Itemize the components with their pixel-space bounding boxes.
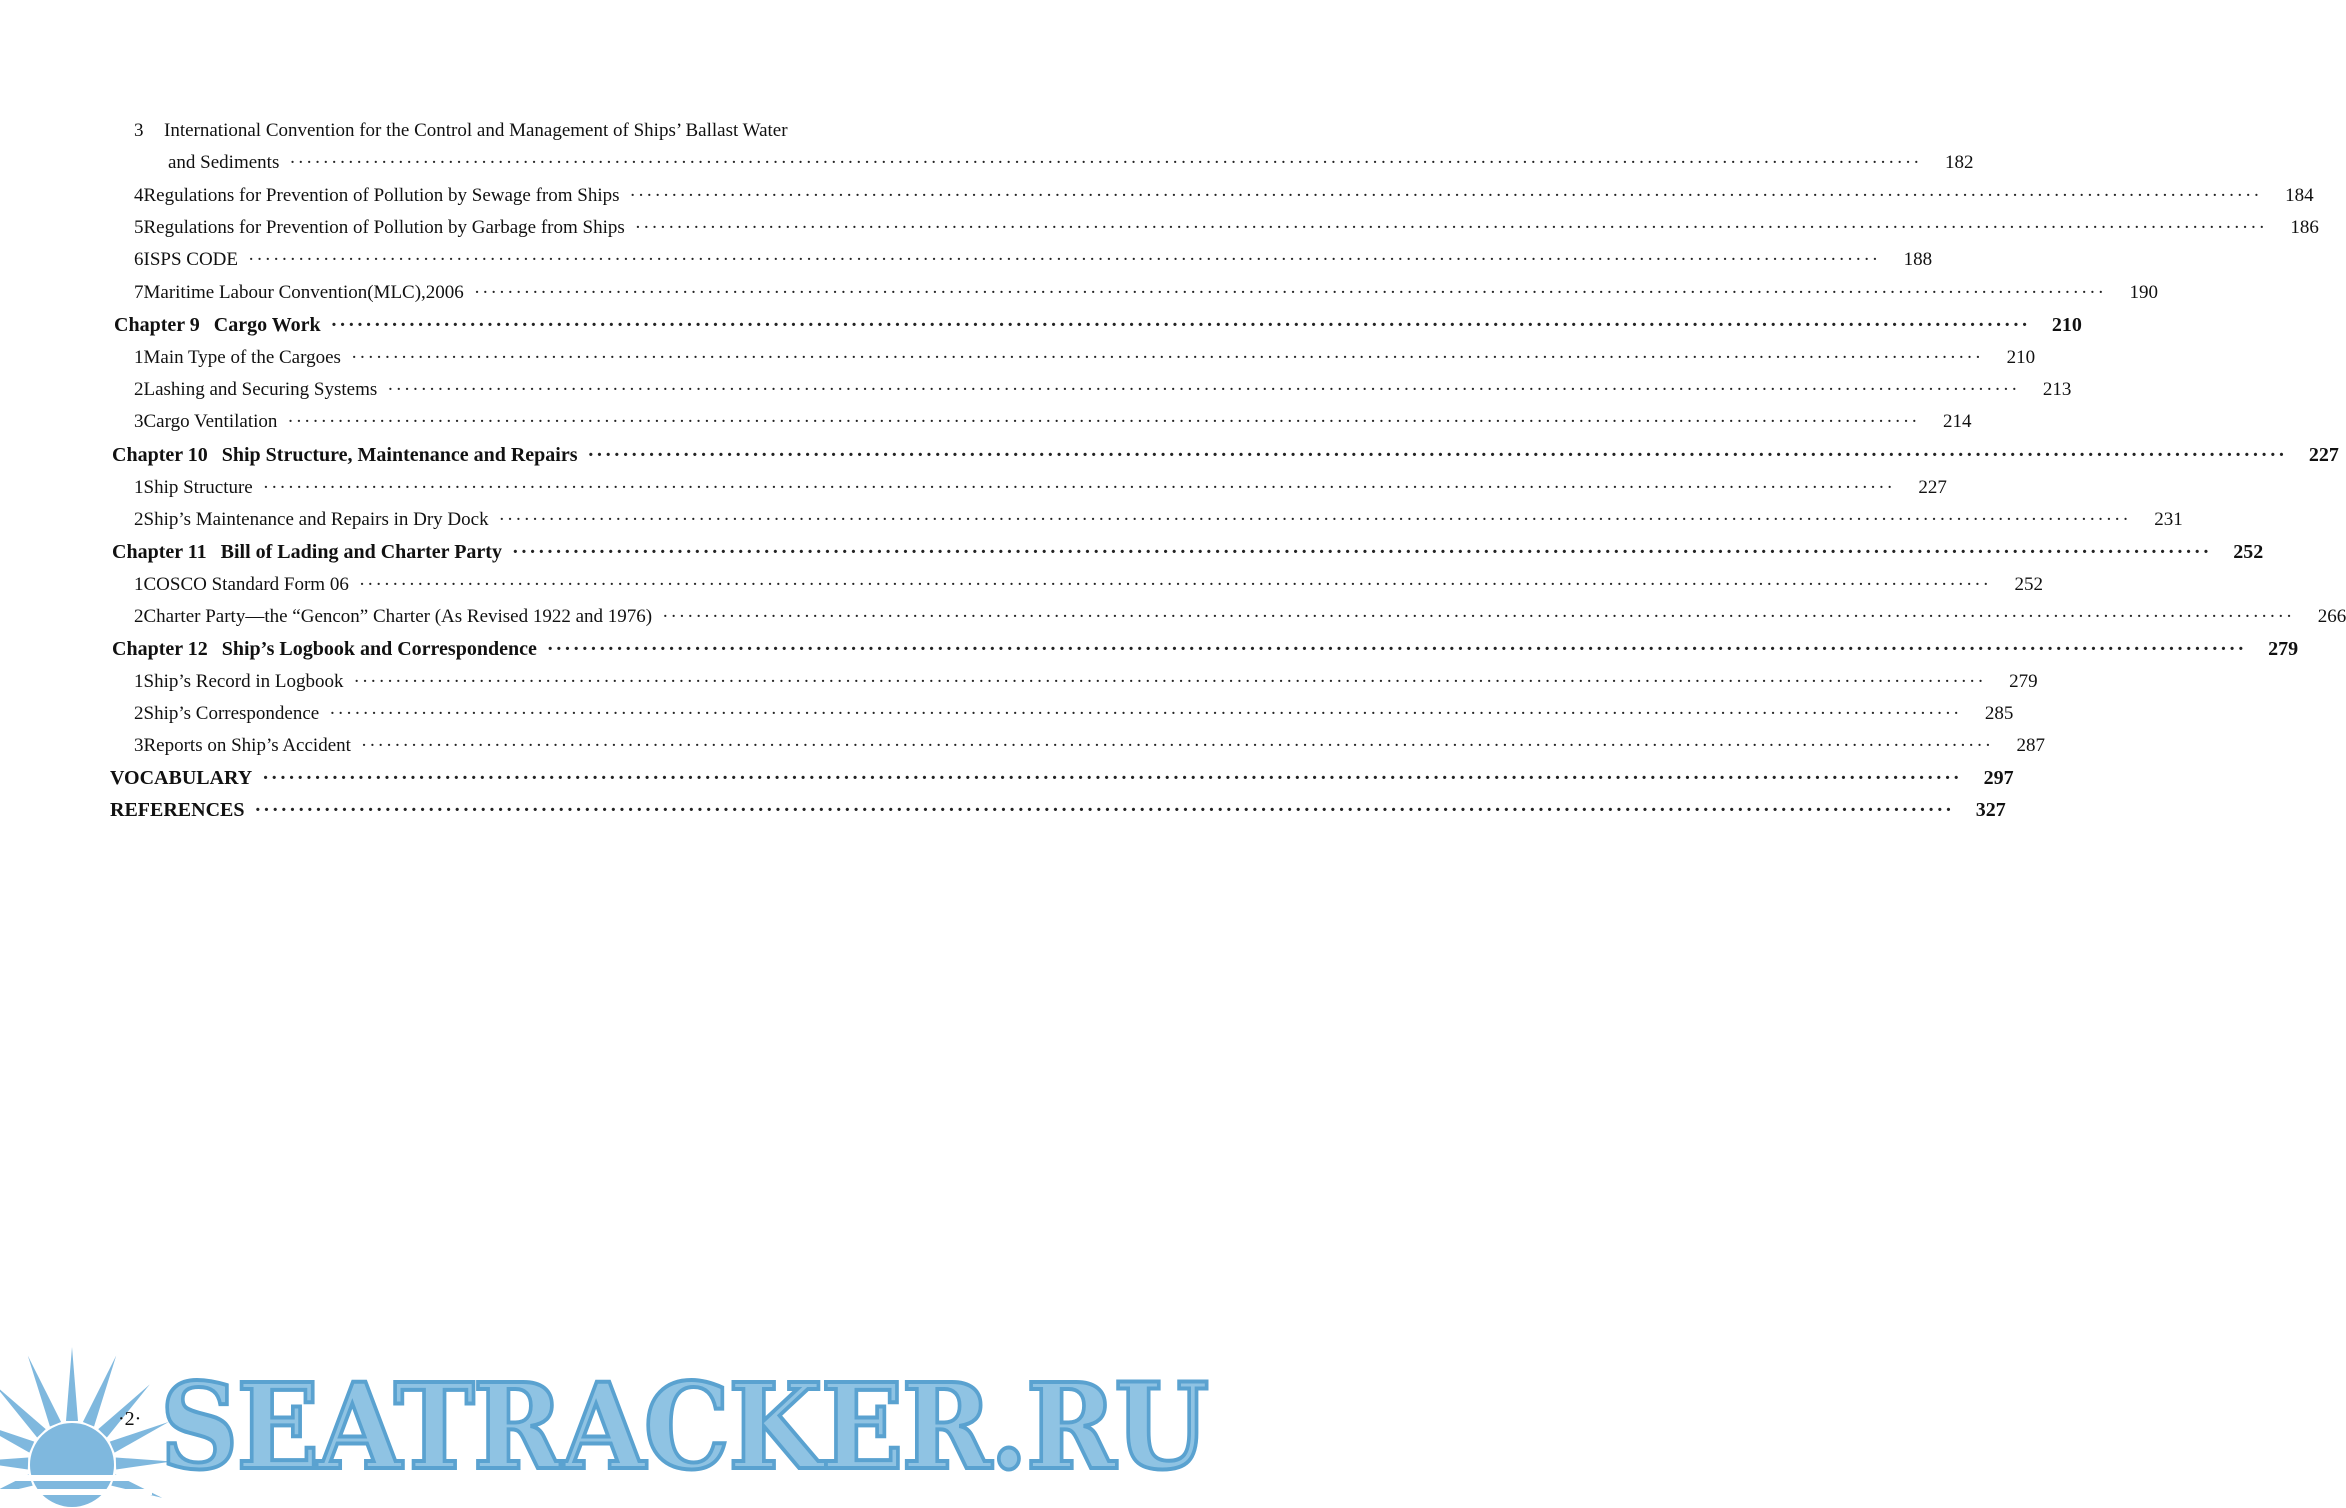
entry-number: 1 <box>134 671 144 692</box>
dot-leader <box>588 443 2287 467</box>
entry-number: 5 <box>134 217 144 238</box>
chapter-title: Ship’s Logbook and Correspondence <box>221 638 537 660</box>
dot-leader <box>630 184 2262 208</box>
entry-number: 7 <box>134 282 144 303</box>
dot-leader <box>351 346 1983 370</box>
entry-number: 2 <box>134 379 144 400</box>
toc-entry-mlc[interactable] <box>134 281 2158 305</box>
entry-page: 285 <box>1984 703 2014 724</box>
entry-page: 182 <box>1944 152 1974 173</box>
entry-page: 327 <box>1975 799 2006 821</box>
entry-title: Cargo Ventilation <box>143 411 278 432</box>
entry-number: 4 <box>134 185 144 206</box>
entry-page: 287 <box>2016 735 2046 756</box>
toc-entry-dry-dock[interactable] <box>134 508 2183 532</box>
entry-number: 6 <box>134 249 144 270</box>
toc-entry-isps[interactable] <box>134 248 1933 272</box>
entry-page: 231 <box>2154 509 2183 530</box>
entry-page: 188 <box>1903 249 1933 270</box>
entry-title: International Convention for the Control and Management of Ships’ Ballast Water <box>164 120 788 141</box>
entry-number: 1 <box>134 477 144 498</box>
entry-title: Lashing and Securing Systems <box>143 379 378 400</box>
entry-page: 279 <box>2268 638 2299 660</box>
dot-leader <box>331 313 2030 337</box>
toc-entry-cargo-types[interactable] <box>134 346 2036 370</box>
entry-page: 297 <box>1983 767 2014 789</box>
chapter-title: Cargo Work <box>213 314 321 336</box>
dot-leader <box>662 605 2294 629</box>
entry-page: 227 <box>1918 477 1947 498</box>
entry-title: Main Type of the Cargoes <box>143 347 341 368</box>
chapter-number: Chapter 12 <box>112 638 208 660</box>
dot-leader <box>547 637 2246 661</box>
section-title: REFERENCES <box>110 799 245 821</box>
entry-number: 2 <box>134 606 144 627</box>
dot-leader <box>635 216 2267 240</box>
entry-page: 266 <box>2317 606 2346 627</box>
toc-entry-accident-reports[interactable] <box>134 734 2046 758</box>
entry-page: 190 <box>2129 282 2158 303</box>
entry-number: 3 <box>134 735 144 756</box>
entry-title: Regulations for Prevention of Pollution by Garbage from Ships <box>143 217 625 238</box>
toc-entry-ballast-water[interactable] <box>134 119 934 143</box>
chapter-number: Chapter 11 <box>112 541 207 563</box>
entry-page: 214 <box>1943 411 1972 432</box>
toc-references[interactable] <box>110 798 2006 822</box>
entry-number: 3 <box>134 411 144 432</box>
toc-entry-ventilation[interactable] <box>134 410 1972 434</box>
sun-icon <box>0 1347 172 1507</box>
toc-entry-cosco-form[interactable] <box>134 573 2043 597</box>
entry-page: 252 <box>2014 574 2043 595</box>
dot-leader <box>361 734 1993 758</box>
entry-page: 210 <box>2006 347 2036 368</box>
toc-chapter-10[interactable] <box>112 443 2339 467</box>
chapter-title: Bill of Lading and Charter Party <box>220 541 502 563</box>
dot-leader <box>474 281 2106 305</box>
dot-leader <box>387 378 2019 402</box>
entry-title: Charter Party—the “Gencon” Charter (As Revised 1922 and 1976) <box>143 606 653 627</box>
entry-page: 210 <box>2051 314 2082 336</box>
toc-entry-logbook[interactable] <box>134 670 2038 694</box>
toc-entry-lashing[interactable] <box>134 378 2072 402</box>
dot-leader <box>354 670 1986 694</box>
dot-leader <box>329 702 1961 726</box>
entry-number: 3 <box>134 120 144 141</box>
entry-title: and Sediments <box>168 152 280 173</box>
entry-title: Regulations for Prevention of Pollution by Sewage from Ships <box>143 185 620 206</box>
chapter-title: Ship Structure, Maintenance and Repairs <box>221 444 578 466</box>
entry-page: 279 <box>2009 671 2038 692</box>
toc-entry-ballast-water-cont[interactable] <box>168 151 1974 175</box>
toc-entry-garbage[interactable] <box>134 216 2319 240</box>
dot-leader <box>254 798 1953 822</box>
entry-title: Ship’s Maintenance and Repairs in Dry Dock <box>143 509 489 530</box>
entry-title: Maritime Labour Convention(MLC),2006 <box>143 282 464 303</box>
toc-entry-gencon[interactable] <box>134 605 2346 629</box>
entry-title: COSCO Standard Form 06 <box>143 574 349 595</box>
chapter-number: Chapter 10 <box>112 444 208 466</box>
dot-leader <box>359 573 1991 597</box>
dot-leader <box>263 476 1895 500</box>
chapter-number: Chapter 9 <box>114 314 200 336</box>
entry-number: 2 <box>134 703 144 724</box>
section-title: VOCABULARY <box>110 767 253 789</box>
watermark-text: SEATRACKER.RU <box>160 1357 1208 1496</box>
dot-leader <box>287 410 1919 434</box>
toc-chapter-12[interactable] <box>112 637 2299 661</box>
dot-leader <box>512 540 2211 564</box>
entry-page: 227 <box>2308 444 2339 466</box>
entry-title: Ship’s Correspondence <box>143 703 320 724</box>
entry-title: Reports on Ship’s Accident <box>143 735 351 756</box>
entry-page: 184 <box>2285 185 2314 206</box>
entry-page: 213 <box>2042 379 2072 400</box>
entry-title: Ship’s Record in Logbook <box>143 671 344 692</box>
entry-title: Ship Structure <box>143 477 253 498</box>
entry-number: 1 <box>134 347 144 368</box>
toc-entry-ship-structure[interactable] <box>134 476 1947 500</box>
toc-entry-sewage[interactable] <box>134 184 2314 208</box>
entry-number: 1 <box>134 574 144 595</box>
page-number: ·2· <box>118 1408 142 1430</box>
entry-page: 186 <box>2290 217 2319 238</box>
entry-title: ISPS CODE <box>143 249 238 270</box>
dot-leader <box>499 508 2131 532</box>
dot-leader <box>289 151 1921 175</box>
toc-vocabulary[interactable] <box>110 766 2014 790</box>
dot-leader <box>262 766 1961 790</box>
dot-leader <box>248 248 1880 272</box>
toc-entry-correspondence[interactable] <box>134 702 2014 726</box>
toc-chapter-9[interactable] <box>114 313 2082 337</box>
entry-number: 2 <box>134 509 144 530</box>
entry-page: 252 <box>2233 541 2264 563</box>
toc-chapter-11[interactable] <box>112 540 2264 564</box>
